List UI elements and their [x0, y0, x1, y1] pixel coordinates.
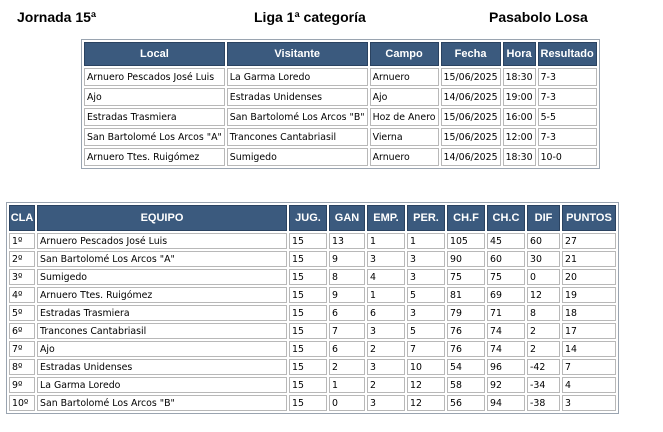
- standings-header-puntos: PUNTOS: [562, 205, 616, 231]
- matches-cell-hora: 19:00: [503, 88, 536, 106]
- matches-header-local: Local: [84, 42, 225, 66]
- standings-panel: [6, 202, 619, 414]
- standings-cell-ch-c: 96: [487, 359, 525, 375]
- standings-cell-ch-f: 75: [447, 269, 485, 285]
- standings-cell-ch-c: 69: [487, 287, 525, 303]
- standings-cell-ch-f: 54: [447, 359, 485, 375]
- standings-header-row: [9, 205, 616, 231]
- standings-cell-dif: 0: [527, 269, 560, 285]
- standings-cell-puntos: 17: [562, 323, 616, 339]
- standings-cell-ch-f: 105: [447, 233, 485, 249]
- matches-cell-fecha: 15/06/2025: [441, 108, 501, 126]
- matches-cell-resultado: 7-3: [538, 128, 597, 146]
- standings-cell-emp: 2: [367, 341, 405, 357]
- matches-cell-local: San Bartolomé Los Arcos "A": [84, 128, 225, 146]
- standings-cell-gan: 9: [329, 287, 365, 303]
- standings-cell-gan: 1: [329, 377, 365, 393]
- matches-cell-visitante: San Bartolomé Los Arcos "B": [227, 108, 368, 126]
- standings-cell-jug: 15: [289, 251, 327, 267]
- table-row: [9, 269, 616, 285]
- standings-cell-emp: 3: [367, 359, 405, 375]
- standings-cell-puntos: 4: [562, 377, 616, 393]
- standings-cell-cla: 10º: [9, 395, 35, 411]
- standings-cell-gan: 0: [329, 395, 365, 411]
- table-row: [84, 108, 597, 126]
- matches-cell-campo: Ajo: [370, 88, 439, 106]
- standings-cell-ch-f: 79: [447, 305, 485, 321]
- standings-cell-dif: 2: [527, 323, 560, 339]
- standings-cell-per: 5: [407, 287, 445, 303]
- table-row: [9, 359, 616, 375]
- matches-cell-hora: 18:30: [503, 68, 536, 86]
- standings-header-dif: DIF: [527, 205, 560, 231]
- table-row: [9, 395, 616, 411]
- standings-cell-jug: 15: [289, 395, 327, 411]
- standings-cell-cla: 3º: [9, 269, 35, 285]
- standings-cell-ch-c: 94: [487, 395, 525, 411]
- matches-cell-fecha: 14/06/2025: [441, 148, 501, 166]
- standings-cell-gan: 7: [329, 323, 365, 339]
- standings-cell-jug: 15: [289, 341, 327, 357]
- standings-cell-emp: 1: [367, 233, 405, 249]
- matches-cell-campo: Hoz de Anero: [370, 108, 439, 126]
- standings-cell-puntos: 14: [562, 341, 616, 357]
- standings-cell-jug: 15: [289, 305, 327, 321]
- standings-cell-puntos: 27: [562, 233, 616, 249]
- standings-cell-equipo: Ajo: [37, 341, 287, 357]
- standings-cell-cla: 1º: [9, 233, 35, 249]
- standings-cell-jug: 15: [289, 359, 327, 375]
- matches-cell-local: Estradas Trasmiera: [84, 108, 225, 126]
- matches-header-hora: Hora: [503, 42, 536, 66]
- matches-cell-visitante: Trancones Cantabriasil: [227, 128, 368, 146]
- standings-cell-per: 5: [407, 323, 445, 339]
- matches-cell-resultado: 7-3: [538, 88, 597, 106]
- matches-cell-visitante: La Garma Loredo: [227, 68, 368, 86]
- table-row: [9, 251, 616, 267]
- standings-cell-ch-c: 74: [487, 323, 525, 339]
- standings-cell-ch-f: 76: [447, 323, 485, 339]
- standings-cell-dif: 12: [527, 287, 560, 303]
- standings-cell-puntos: 3: [562, 395, 616, 411]
- table-row: [9, 377, 616, 393]
- standings-cell-emp: 6: [367, 305, 405, 321]
- standings-cell-per: 3: [407, 251, 445, 267]
- matches-cell-resultado: 7-3: [538, 68, 597, 86]
- matches-body: [84, 68, 597, 166]
- matches-cell-local: Arnuero Pescados José Luis: [84, 68, 225, 86]
- standings-cell-dif: 60: [527, 233, 560, 249]
- standings-cell-per: 3: [407, 269, 445, 285]
- matches-header-visitante: Visitante: [227, 42, 368, 66]
- standings-header-jug: JUG.: [289, 205, 327, 231]
- standings-cell-dif: -38: [527, 395, 560, 411]
- standings-cell-emp: 2: [367, 377, 405, 393]
- standings-cell-equipo: Arnuero Ttes. Ruigómez: [37, 287, 287, 303]
- standings-cell-emp: 3: [367, 323, 405, 339]
- standings-cell-equipo: La Garma Loredo: [37, 377, 287, 393]
- standings-header-gan: GAN: [329, 205, 365, 231]
- table-row: [84, 68, 597, 86]
- standings-cell-ch-c: 92: [487, 377, 525, 393]
- matches-cell-visitante: Estradas Unidenses: [227, 88, 368, 106]
- standings-cell-equipo: Estradas Trasmiera: [37, 305, 287, 321]
- standings-cell-dif: -42: [527, 359, 560, 375]
- standings-cell-emp: 1: [367, 287, 405, 303]
- sport-title: Pasabolo Losa: [489, 9, 588, 25]
- standings-cell-cla: 6º: [9, 323, 35, 339]
- standings-cell-equipo: Sumigedo: [37, 269, 287, 285]
- standings-cell-emp: 4: [367, 269, 405, 285]
- standings-cell-ch-f: 56: [447, 395, 485, 411]
- standings-cell-emp: 3: [367, 395, 405, 411]
- table-row: [9, 323, 616, 339]
- standings-cell-puntos: 20: [562, 269, 616, 285]
- standings-cell-gan: 8: [329, 269, 365, 285]
- standings-cell-puntos: 21: [562, 251, 616, 267]
- table-row: [9, 233, 616, 249]
- matches-cell-local: Arnuero Ttes. Ruigómez: [84, 148, 225, 166]
- standings-cell-ch-f: 90: [447, 251, 485, 267]
- matches-cell-fecha: 15/06/2025: [441, 68, 501, 86]
- standings-cell-per: 1: [407, 233, 445, 249]
- standings-cell-dif: 8: [527, 305, 560, 321]
- table-row: [84, 148, 597, 166]
- standings-cell-dif: 30: [527, 251, 560, 267]
- standings-cell-ch-f: 58: [447, 377, 485, 393]
- matches-header-resultado: Resultado: [538, 42, 597, 66]
- standings-cell-ch-f: 81: [447, 287, 485, 303]
- standings-cell-dif: -34: [527, 377, 560, 393]
- table-row: [84, 128, 597, 146]
- standings-header-ch-f: CH.F: [447, 205, 485, 231]
- page-header: [0, 9, 663, 29]
- standings-cell-gan: 13: [329, 233, 365, 249]
- standings-cell-cla: 9º: [9, 377, 35, 393]
- standings-cell-ch-c: 74: [487, 341, 525, 357]
- standings-cell-puntos: 19: [562, 287, 616, 303]
- standings-cell-equipo: Arnuero Pescados José Luis: [37, 233, 287, 249]
- standings-table: [7, 203, 618, 413]
- standings-header-per: PER.: [407, 205, 445, 231]
- matches-cell-hora: 12:00: [503, 128, 536, 146]
- matches-panel: [81, 39, 600, 169]
- standings-cell-puntos: 18: [562, 305, 616, 321]
- standings-cell-cla: 8º: [9, 359, 35, 375]
- standings-cell-cla: 4º: [9, 287, 35, 303]
- standings-cell-puntos: 7: [562, 359, 616, 375]
- standings-cell-jug: 15: [289, 377, 327, 393]
- standings-cell-cla: 7º: [9, 341, 35, 357]
- standings-cell-equipo: Trancones Cantabriasil: [37, 323, 287, 339]
- matches-cell-resultado: 5-5: [538, 108, 597, 126]
- standings-cell-equipo: San Bartolomé Los Arcos "B": [37, 395, 287, 411]
- standings-cell-per: 3: [407, 305, 445, 321]
- matches-header-fecha: Fecha: [441, 42, 501, 66]
- standings-cell-gan: 6: [329, 305, 365, 321]
- matches-cell-visitante: Sumigedo: [227, 148, 368, 166]
- standings-cell-ch-c: 45: [487, 233, 525, 249]
- matches-table: [82, 40, 599, 168]
- matches-cell-fecha: 14/06/2025: [441, 88, 501, 106]
- standings-header-cla: CLA: [9, 205, 35, 231]
- standings-cell-gan: 2: [329, 359, 365, 375]
- standings-body: [9, 233, 616, 411]
- standings-cell-per: 7: [407, 341, 445, 357]
- round-title: Jornada 15ª: [17, 9, 97, 25]
- standings-cell-ch-c: 60: [487, 251, 525, 267]
- matches-header-campo: Campo: [370, 42, 439, 66]
- standings-cell-jug: 15: [289, 269, 327, 285]
- standings-cell-jug: 15: [289, 323, 327, 339]
- standings-cell-equipo: Estradas Unidenses: [37, 359, 287, 375]
- matches-cell-fecha: 15/06/2025: [441, 128, 501, 146]
- standings-cell-equipo: San Bartolomé Los Arcos "A": [37, 251, 287, 267]
- standings-cell-cla: 5º: [9, 305, 35, 321]
- standings-header-emp: EMP.: [367, 205, 405, 231]
- table-row: [9, 341, 616, 357]
- standings-header-ch-c: CH.C: [487, 205, 525, 231]
- standings-cell-gan: 6: [329, 341, 365, 357]
- standings-cell-ch-c: 71: [487, 305, 525, 321]
- matches-cell-campo: Vierna: [370, 128, 439, 146]
- matches-cell-hora: 18:30: [503, 148, 536, 166]
- standings-cell-ch-f: 76: [447, 341, 485, 357]
- matches-cell-campo: Arnuero: [370, 68, 439, 86]
- league-title: Liga 1ª categoría: [254, 9, 366, 25]
- standings-cell-emp: 3: [367, 251, 405, 267]
- standings-cell-per: 12: [407, 377, 445, 393]
- standings-cell-dif: 2: [527, 341, 560, 357]
- standings-cell-jug: 15: [289, 287, 327, 303]
- matches-header-row: [84, 42, 597, 66]
- standings-header-equipo: EQUIPO: [37, 205, 287, 231]
- standings-cell-gan: 9: [329, 251, 365, 267]
- matches-cell-hora: 16:00: [503, 108, 536, 126]
- table-row: [84, 88, 597, 106]
- matches-cell-resultado: 10-0: [538, 148, 597, 166]
- standings-cell-cla: 2º: [9, 251, 35, 267]
- standings-cell-per: 12: [407, 395, 445, 411]
- standings-cell-ch-c: 75: [487, 269, 525, 285]
- table-row: [9, 305, 616, 321]
- table-row: [9, 287, 616, 303]
- matches-cell-campo: Arnuero: [370, 148, 439, 166]
- matches-cell-local: Ajo: [84, 88, 225, 106]
- standings-cell-jug: 15: [289, 233, 327, 249]
- standings-cell-per: 10: [407, 359, 445, 375]
